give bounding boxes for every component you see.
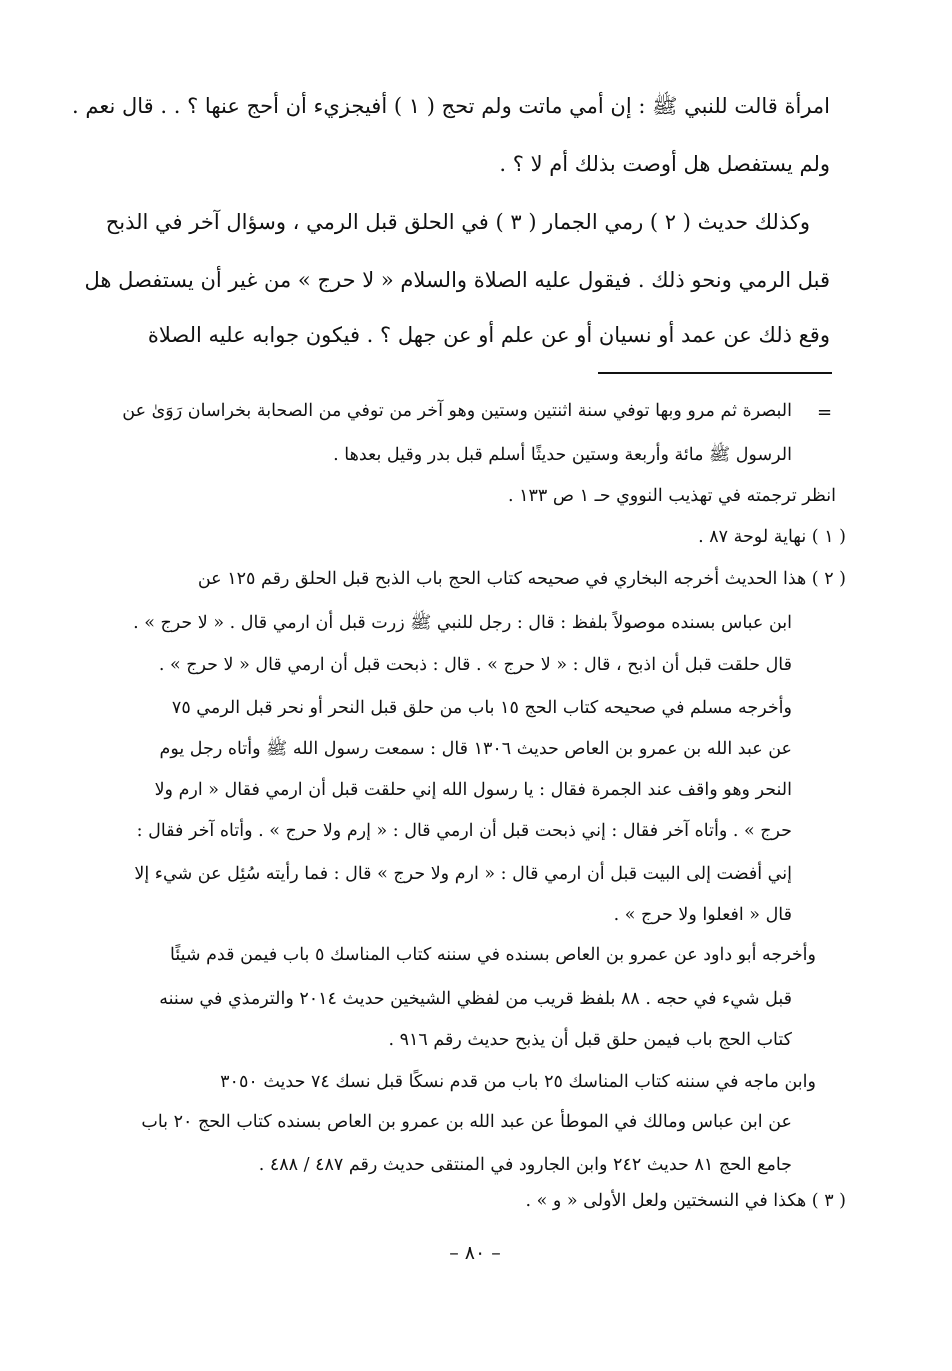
body-line-1: امرأة قالت للنبي ﷺ : إن أمي ماتت ولم تحج ( ١ ) أفيجزيء أن أحج عنها ؟ . . قال نعم .	[72, 94, 830, 118]
footnote-line: جامع الحج ٨١ حديث ٢٤٢ وابن الجارود في المنتقى حديث رقم ٤٨٧ / ٤٨٨ .	[258, 1155, 792, 1175]
footnote-line: الرسول ﷺ مائة وأربعة وستين حديثًا أسلم قبل بدر وقيل بعدها .	[333, 445, 792, 465]
footnote-line: البصرة ثم مرو وبها توفي سنة اثنتين وستين وهو آخر من توفي من الصحابة بخراسان رَوَىٰ عن	[122, 401, 792, 421]
footnote-line: وابن ماجه في سننه كتاب المناسك ٢٥ باب من قدم نسكًا قبل نسك ٧٤ حديث ٣٠٥٠	[220, 1072, 816, 1092]
footnote-line: وأخرجه أبو داود عن عمرو بن العاص بسنده في سننه كتاب المناسك ٥ باب فيمن قدم شيئًا	[170, 945, 816, 965]
body-line-4: قبل الرمي ونحو ذلك . فيقول عليه الصلاة والسلام « لا حرج » من غير أن يستفصل هل	[84, 268, 830, 292]
footnote-1: ( ١ ) نهاية لوحة ٨٧ .	[698, 527, 846, 547]
footnote-3: ( ٣ ) هكذا في النسختين ولعل الأولى « و » .	[525, 1191, 846, 1211]
footnote-line: ابن عباس بسنده موصولاً بلفظ : قال : رجل للنبي ﷺ زرت قبل أن ارمي قال . « لا حرج » .	[133, 613, 792, 633]
footnote-line: عن ابن عباس ومالك في الموطأ عن عبد الله بن عمرو بن العاص بسنده كتاب الحج ٢٠ باب	[141, 1112, 792, 1132]
footnote-continuation-mark: =	[817, 402, 833, 423]
body-line-5: وقع ذلك عن عمد أو نسيان أو عن علم أو عن جهل ؟ . فيكون جوابه عليه الصلاة	[147, 323, 830, 347]
footnote-line: انظر ترجمته في تهذيب النووي حـ ١ ص ١٣٣ .	[507, 486, 836, 506]
footnote-line: قبل شيء في حجه . ٨٨ بلفظ قريب من لفظي الشيخين حديث ٢٠١٤ والترمذي في سننه	[159, 989, 792, 1009]
footnote-line: قال حلقت قبل أن اذبح ، قال : « لا حرج » . قال : ذبحت قبل أن ارمي قال « لا حرج » .	[158, 655, 792, 675]
body-line-3: وكذلك حديث ( ٢ ) رمي الجمار ( ٣ ) في الحلق قبل الرمي ، وسؤال آخر في الذبح	[105, 210, 810, 234]
footnote-line: وأخرجه مسلم في صحيحه كتاب الحج ١٥ باب من حلق قبل النحر أو نحر قبل الرمي ٧٥	[171, 698, 792, 718]
footnote-2: ( ٢ ) هذا الحديث أخرجه البخاري في صحيحه كتاب الحج باب الذبح قبل الحلق رقم ١٢٥ عن	[197, 569, 846, 589]
footnote-line: حرج » . وأتاه آخر فقال : إني ذبحت قبل أن ارمي قال : « إرم ولا حرج » . وأتاه آخر فقال :	[136, 821, 792, 841]
footnote-line: النحر وهو واقف عند الجمرة فقال : يا رسول الله إني حلقت قبل أن ارمي فقال « ارم ولا	[154, 780, 792, 800]
footnote-line: إني أفضت إلى البيت قبل أن ارمي قال : « ارم ولا حرج » قال : فما رأيته سُئِل عن شيء إلا	[134, 864, 792, 884]
body-line-2: ولم يستفصل هل أوصت بذلك أم لا ؟ .	[499, 152, 830, 176]
footnote-line: كتاب الحج باب فيمن حلق قبل أن يذبح حديث رقم ٩١٦ .	[388, 1030, 792, 1050]
footnote-line: قال « افعلوا ولا حرج » .	[613, 905, 792, 925]
page-number: – ٨٠ –	[449, 1242, 501, 1264]
footnote-line: عن عبد الله بن عمرو بن العاص حديث ١٣٠٦ قال : سمعت رسول الله ﷺ وأتاه رجل يوم	[159, 739, 792, 759]
footnote-separator	[598, 372, 832, 374]
